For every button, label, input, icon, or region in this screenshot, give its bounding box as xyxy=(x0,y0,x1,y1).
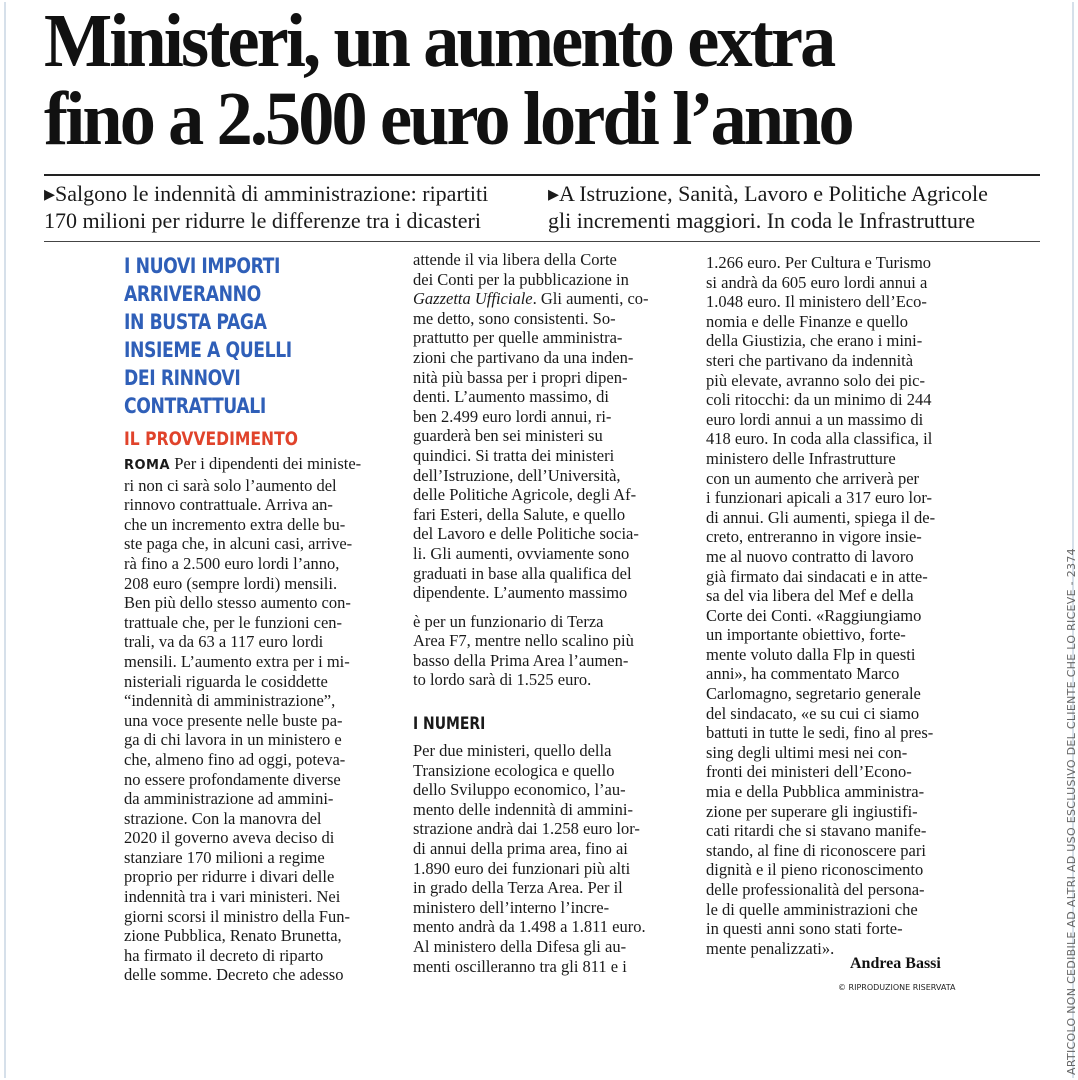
column-2-body-after xyxy=(413,612,685,690)
text-line: ha firmato il decreto di riparto xyxy=(124,945,324,965)
text-line: quindici. Si tratta dei ministeri xyxy=(413,445,615,465)
text-line: mento andrà da 1.498 a 1.811 euro. xyxy=(413,917,646,937)
text-line: rà fino a 2.500 euro lordi l’anno, xyxy=(124,553,340,573)
text-line: ministero dell’interno l’incre- xyxy=(413,897,610,917)
kicker-right xyxy=(548,180,988,234)
column-1-body xyxy=(124,476,394,985)
text-fragment: . Gli aumenti, co- xyxy=(532,289,649,309)
text-line: delle professionalità del persona- xyxy=(706,880,925,899)
text-line: strazione. Con la manovra del xyxy=(124,808,322,828)
text-line: fronti dei ministeri dell’Econo- xyxy=(706,762,912,782)
text-line: attende il via libera della Corte xyxy=(413,250,617,269)
text-line: euro lordi annui a un massimo di xyxy=(706,409,924,429)
text-line: mensili. L’aumento extra per i mi- xyxy=(124,651,350,671)
article-column-2-numbers xyxy=(413,741,685,976)
text-line: ste paga che, in alcuni casi, arrive- xyxy=(124,534,353,554)
text-line: giorni scorsi il ministro della Fun- xyxy=(124,906,350,926)
numbers-label: I NUMERI xyxy=(413,714,486,734)
column-2-body xyxy=(413,309,685,603)
text-line: graduati in base alla qualifica del xyxy=(413,563,632,583)
article-column-1 xyxy=(124,454,394,985)
text-line: 1.048 euro. Il ministero dell’Eco- xyxy=(706,292,927,312)
text-line: in questi anni sono stati forte- xyxy=(706,919,903,939)
text-fragment: Per i dipendenti dei ministe- xyxy=(174,454,362,473)
text-line: no essere profondamente diverse xyxy=(124,769,341,789)
text-line: sa del via libera del Mef e della xyxy=(706,586,914,606)
text-line: dei Conti per la pubblicazione in xyxy=(413,269,629,289)
text-line: li. Gli aumenti, ovviamente sono xyxy=(413,543,630,563)
text-line: Ben più dello stesso aumento con- xyxy=(124,593,351,613)
text-line: ga di chi lavora in un ministero e xyxy=(124,730,342,750)
pull-quote-line: DEI RINNOVI xyxy=(124,366,241,390)
text-line: di annui della prima area, fino ai xyxy=(413,838,628,858)
text-line: battuti in tutte le sedi, fino al pres- xyxy=(706,723,934,743)
text-line: ri non ci sarà solo l’aumento del xyxy=(124,475,337,495)
text-line: Per due ministeri, quello della xyxy=(413,741,612,760)
text-line: cati ritardi che si stavano manife- xyxy=(706,821,927,841)
section-label: IL PROVVEDIMENTO xyxy=(124,428,298,450)
text-line: zione per superare gli ingiustifi- xyxy=(706,801,918,821)
pull-quote-line: I NUOVI IMPORTI xyxy=(124,254,281,278)
pull-quote xyxy=(124,252,292,420)
headline xyxy=(44,0,994,161)
pull-quote-line: IN BUSTA PAGA xyxy=(124,310,267,334)
text-line: è per un funzionario di Terza xyxy=(413,611,604,631)
text-line: dignità e il pieno riconoscimento xyxy=(706,860,924,880)
kicker-line: ▸Salgono le indennità di amministrazione: ripartiti xyxy=(44,181,489,206)
text-line: 418 euro. In coda alla classifica, il xyxy=(706,429,933,449)
text-line: coli ritocchi: da un minimo di 244 xyxy=(706,390,932,410)
text-line: to lordo sarà di 1.525 euro. xyxy=(413,670,592,690)
text-line: delle Politiche Agricole, degli Af- xyxy=(413,485,637,505)
text-line: mia e della Pubblica amministra- xyxy=(706,782,925,802)
pull-quote-line: ARRIVERANNO xyxy=(124,282,261,306)
text-line: trattuale che, per le funzioni cen- xyxy=(124,612,343,632)
pull-quote-line: INSIEME A QUELLI xyxy=(124,338,292,362)
kicker-rule xyxy=(44,241,1040,242)
text-line: dell’Istruzione, dell’Università, xyxy=(413,465,621,485)
text-line: menti oscilleranno tra gli 811 e i xyxy=(413,956,627,976)
headline-line: Ministeri, un aumento extra xyxy=(44,0,834,83)
headline-rule xyxy=(44,174,1040,176)
pull-quote-line: CONTRATTUALI xyxy=(124,394,266,418)
text-line: zioni che partivano da una inden- xyxy=(413,347,634,367)
text-line: nità più bassa per i propri dipen- xyxy=(413,367,628,387)
text-line: stando, al fine di riconoscere pari xyxy=(706,840,926,860)
text-line: mente penalizzati». xyxy=(706,938,835,958)
text-line: Carlomagno, segretario generale xyxy=(706,684,921,704)
text-line: 208 euro (sempre lordi) mensili. xyxy=(124,573,338,593)
kicker-line: ▸A Istruzione, Sanità, Lavoro e Politiche Agricole xyxy=(548,181,988,206)
side-note: ARTICOLO NON CEDIBILE AD ALTRI AD USO ESCLUSIVO DEL CLIENTE CHE LO RICEVE - 2374 xyxy=(1065,548,1078,1075)
text-line: del Lavoro e delle Politiche socia- xyxy=(413,524,639,544)
text-line: mento delle indennità di ammini- xyxy=(413,799,633,819)
text-line: si andrà da 605 euro lordi annui a xyxy=(706,272,928,292)
text-line: da amministrazione ad ammini- xyxy=(124,789,334,809)
text-line: denti. L’aumento massimo, di xyxy=(413,387,609,407)
text-line: anni», ha commentato Marco xyxy=(706,664,900,684)
text-line: stanziare 170 milioni a regime xyxy=(124,847,325,867)
numbers-body xyxy=(413,741,685,976)
text-line: delle somme. Decreto che adesso xyxy=(124,965,344,985)
text-line: 2020 il governo aveva deciso di xyxy=(124,828,335,848)
text-line: con un aumento che arriverà per xyxy=(706,468,920,488)
kicker-line: 170 milioni per ridurre le differenze tra i dicasteri xyxy=(44,208,481,233)
text-line: fari Esteri, della Salute, e quello xyxy=(413,504,626,524)
text-line: della Giustizia, che erano i mini- xyxy=(706,331,923,351)
text-line: un importante obiettivo, forte- xyxy=(706,625,906,645)
text-line: prattutto per quelle amministra- xyxy=(413,328,623,348)
text-line: proprio per ridurre i divari delle xyxy=(124,867,335,887)
headline-line: fino a 2.500 euro lordi l’anno xyxy=(44,77,852,161)
text-line: una voce presente nelle buste pa- xyxy=(124,710,343,730)
article-column-2 xyxy=(413,250,685,690)
text-line: creto, entreranno in vigore insie- xyxy=(706,527,922,547)
text-line: 1.266 euro. Per Cultura e Turismo xyxy=(706,253,932,272)
text-line: i funzionari apicali a 317 euro lor- xyxy=(706,488,932,508)
text-line: più elevate, avranno solo dei pic- xyxy=(706,370,926,390)
text-line: basso della Prima Area l’aumen- xyxy=(413,650,629,670)
text-line: rinnovo contrattuale. Arriva an- xyxy=(124,495,333,515)
text-line: mente voluto dalla Flp in questi xyxy=(706,644,916,664)
text-line: 1.890 euro dei funzionari più alti xyxy=(413,858,631,878)
kicker-line: gli incrementi maggiori. In coda le Infrastrutture xyxy=(548,208,976,233)
text-line: già firmato dai sindacati e in atte- xyxy=(706,566,928,586)
text-line: me detto, sono consistenti. So- xyxy=(413,308,616,328)
text-line: di annui. Gli aumenti, spiega il de- xyxy=(706,507,936,527)
text-line: che un incremento extra delle bu- xyxy=(124,514,346,534)
column-3-body xyxy=(706,253,976,958)
text-line: trali, va da 63 a 117 euro lordi xyxy=(124,632,324,652)
byline: Andrea Bassi xyxy=(850,955,941,972)
text-line: Corte dei Conti. «Raggiungiamo xyxy=(706,605,922,625)
text-line: Transizione ecologica e quello xyxy=(413,760,615,780)
text-line xyxy=(413,289,685,309)
dateline: ROMA xyxy=(124,458,171,473)
gazzetta-italic: Gazzetta Ufficiale xyxy=(413,289,533,309)
article-column-3 xyxy=(706,253,976,958)
text-line: nisteriali riguarda le cosiddette xyxy=(124,671,328,691)
text-line: che, almeno fino ad oggi, poteva- xyxy=(124,749,346,769)
text-line: dipendente. L’aumento massimo xyxy=(413,583,628,603)
copyright: © RIPRODUZIONE RISERVATA xyxy=(838,983,956,992)
text-line: guarderà ben sei ministeri su xyxy=(413,426,603,446)
text-line: strazione andrà dai 1.258 euro lor- xyxy=(413,819,640,839)
text-line: ben 2.499 euro lordi annui, ri- xyxy=(413,406,612,426)
text-line: sing degli ultimi mesi nei con- xyxy=(706,742,908,762)
text-line: le di quelle amministrazioni che xyxy=(706,899,918,919)
text-line: zione Pubblica, Renato Brunetta, xyxy=(124,926,342,946)
kicker-left xyxy=(44,180,488,234)
text-line: dello Sviluppo economico, l’au- xyxy=(413,780,626,800)
text-line: ministero delle Infrastrutture xyxy=(706,448,896,468)
text-line: me al nuovo contratto di lavoro xyxy=(706,546,914,566)
text-line: “indennità di amministrazione”, xyxy=(124,691,336,711)
text-line: Al ministero della Difesa gli au- xyxy=(413,936,627,956)
text-line: in grado della Terza Area. Per il xyxy=(413,878,623,898)
text-line: del sindacato, «e su cui ci siamo xyxy=(706,703,920,723)
text-line: Area F7, mentre nello scalino più xyxy=(413,631,634,651)
text-line: indennità tra i vari ministeri. Nei xyxy=(124,887,341,907)
text-line xyxy=(124,454,394,476)
text-line: steri che partivano da indennità xyxy=(706,350,914,370)
text-line: nomia e delle Finanze e quello xyxy=(706,311,909,331)
